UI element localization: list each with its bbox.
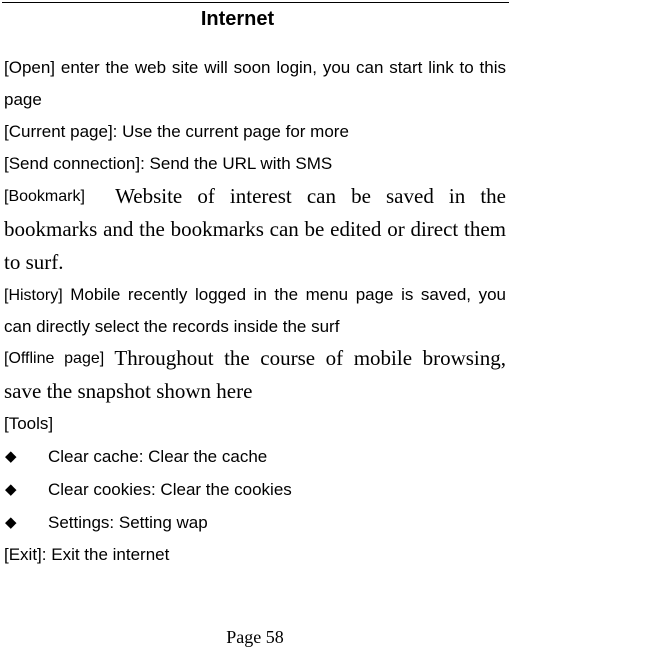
offline-paragraph bbox=[4, 342, 506, 408]
document-body bbox=[4, 52, 506, 571]
diamond-bullet-icon: ◆ bbox=[5, 513, 17, 531]
open-paragraph: [Open] enter the web site will soon login, you can start link to this page bbox=[4, 58, 506, 109]
history-text: Mobile recently logged in the menu page is saved, you can directly select the records inside the surf bbox=[4, 285, 506, 336]
settings-item: Settings: Setting wap bbox=[48, 513, 208, 532]
page-title: Internet bbox=[200, 8, 275, 30]
history-tag: [History] bbox=[4, 287, 63, 304]
list-item bbox=[4, 473, 506, 506]
list-item bbox=[4, 506, 506, 539]
send-connection-paragraph: [Send connection]: Send the URL with SMS bbox=[4, 154, 333, 173]
bookmark-text: Website of interest can be saved in the bookmarks and the bookmarks can be edited or direct them to surf. bbox=[4, 184, 506, 274]
page-number: Page 58 bbox=[226, 627, 284, 647]
history-paragraph bbox=[4, 279, 506, 342]
offline-text: Throughout the course of mobile browsing, save the snapshot shown here bbox=[4, 346, 506, 403]
clear-cache-item: Clear cache: Clear the cache bbox=[48, 447, 268, 466]
list-item bbox=[4, 440, 506, 473]
exit-paragraph: [Exit]: Exit the internet bbox=[4, 545, 170, 564]
bookmark-tag: [Bookmark] bbox=[4, 188, 85, 205]
bookmark-paragraph bbox=[4, 180, 506, 279]
offline-tag: [Offline page] bbox=[4, 350, 105, 367]
tools-heading: [Tools] bbox=[4, 414, 54, 433]
diamond-bullet-icon: ◆ bbox=[5, 447, 17, 465]
header-rule bbox=[2, 2, 509, 3]
clear-cookies-item: Clear cookies: Clear the cookies bbox=[48, 480, 292, 499]
diamond-bullet-icon: ◆ bbox=[5, 480, 17, 498]
current-page-paragraph: [Current page]: Use the current page for more bbox=[4, 122, 349, 141]
